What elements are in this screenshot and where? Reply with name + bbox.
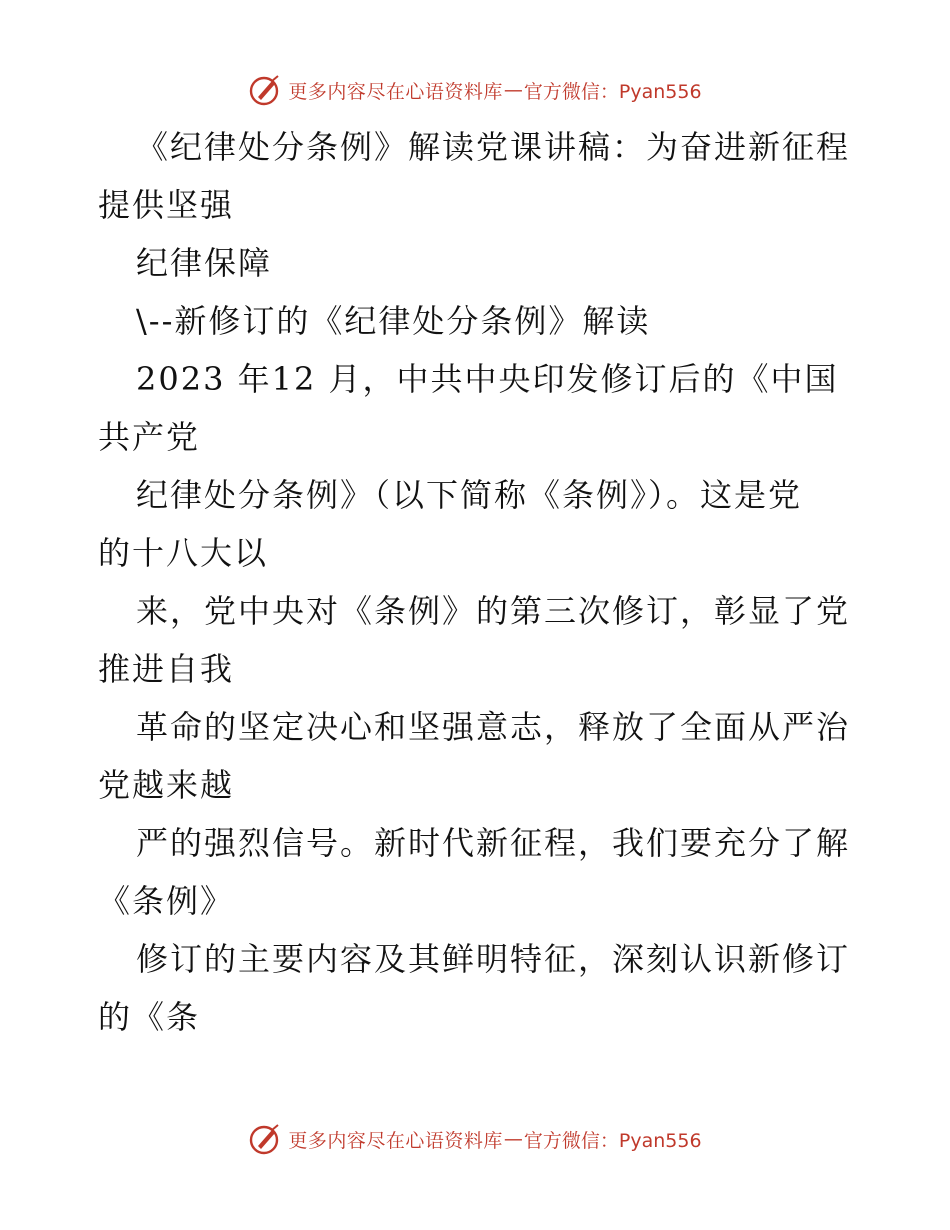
text-line: 提供坚强 xyxy=(98,186,235,224)
banner-text: 更多内容尽在心语资料库 xyxy=(288,1129,503,1152)
text-line: 推进自我 xyxy=(98,650,235,688)
document-body xyxy=(98,118,858,1046)
text-line: 的十八大以 xyxy=(98,534,269,572)
banner-text: 更多内容尽在心语资料库 xyxy=(288,80,503,103)
banner-separator: — xyxy=(503,79,523,101)
text-line: 纪律处分条例》（以下简称《条例》）。这是党 xyxy=(136,476,803,514)
text-line: 《条例》 xyxy=(98,882,235,920)
banner-wechat: 官方微信：Pyan556 xyxy=(523,1129,702,1152)
banner-wechat: 官方微信：Pyan556 xyxy=(523,80,702,103)
text-line: 修订的主要内容及其鲜明特征，深刻认识新修订 xyxy=(136,940,851,978)
text-line: 共产党 xyxy=(98,418,201,456)
header-banner xyxy=(0,72,950,108)
quill-logo-icon xyxy=(248,73,282,107)
text-line: 党越来越 xyxy=(98,766,235,804)
banner-separator: — xyxy=(503,1128,523,1150)
text-line: 来，党中央对《条例》的第三次修订，彰显了党 xyxy=(136,592,851,630)
text-line: 纪律保障 xyxy=(136,244,273,282)
text-line: 2023 年12 月，中共中央印发修订后的《中国 xyxy=(136,360,839,398)
text-line: 的《条 xyxy=(98,998,201,1036)
footer-banner xyxy=(0,1121,950,1157)
text-line: \--新修订的《纪律处分条例》解读 xyxy=(136,302,651,340)
text-line: 革命的坚定决心和坚强意志，释放了全面从严治 xyxy=(136,708,851,746)
quill-logo-icon xyxy=(248,1122,282,1156)
text-line: 《纪律处分条例》解读党课讲稿：为奋进新征程 xyxy=(136,128,851,166)
text-line: 严的强烈信号。新时代新征程，我们要充分了解 xyxy=(136,824,851,862)
